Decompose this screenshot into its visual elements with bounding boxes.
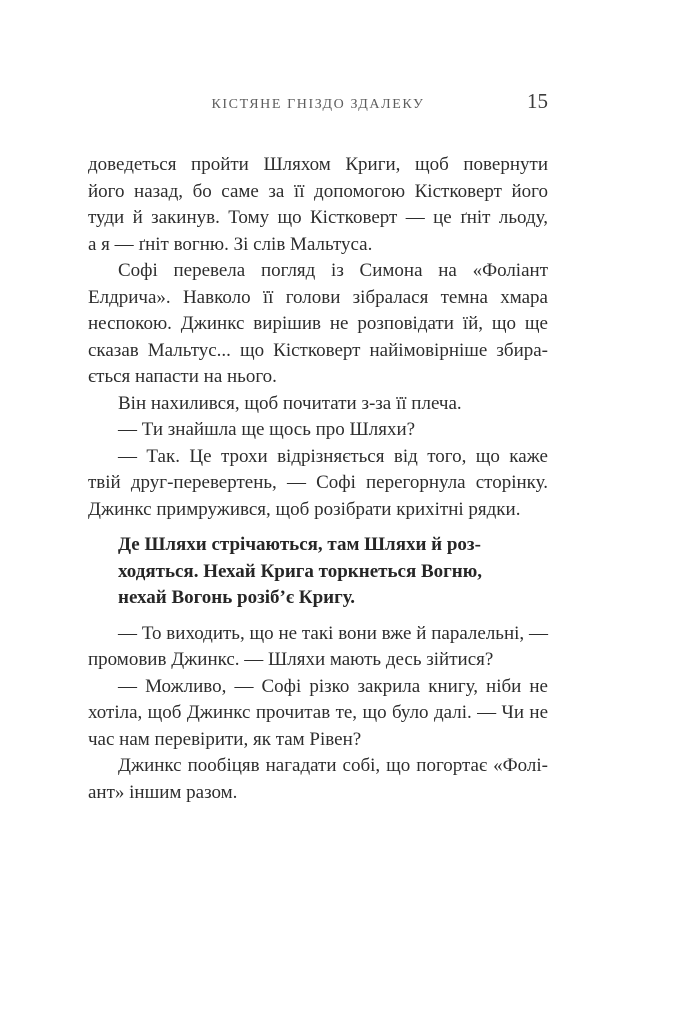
text-line: промовив Джинкс. — Шляхи мають десь зійтися? (88, 649, 494, 670)
paragraph (88, 753, 548, 806)
paragraph (88, 391, 548, 418)
text-line: Джинкс пообіцяв нагадати собі, що погортає «Фолі- (118, 755, 548, 776)
text-line: — Ти знайшла ще щось про Шляхи? (118, 419, 416, 440)
text-line: доведеться пройти Шляхом Криги, щоб повернути (88, 154, 548, 175)
body-text (88, 152, 548, 806)
running-header (88, 89, 548, 118)
text-line: ється напасти на нього. (88, 366, 277, 387)
text-line: ант» іншим разом. (88, 781, 238, 803)
quote-block (118, 532, 548, 612)
paragraph (88, 417, 548, 444)
quote-line: Де Шляхи стрічаються, там Шляхи й роз- (118, 534, 481, 555)
text-line: — Так. Це трохи відрізняється від того, що каже (118, 445, 548, 467)
page-number: 15 (527, 89, 548, 113)
text-line: а я — ґніт вогню. Зі слів Мальтуса. (88, 233, 373, 255)
text-line: Джинкс примружився, щоб розібрати крихітні рядки. (88, 498, 521, 520)
text-line: туди й закинув. Тому що Кістковерт — це ґніт льоду, (88, 207, 548, 228)
text-line: Софі перевела погляд із Симона на «Фоліант (118, 260, 548, 281)
text-line: його назад, бо саме за її допомогою Кістковерт його (88, 180, 548, 202)
chapter-title: КІСТЯНЕ ГНІЗДО ЗДАЛЕКУ (211, 97, 425, 112)
text-line: хотіла, щоб Джинкс прочитав те, що було далі. — Чи не (88, 702, 548, 723)
paragraph (88, 444, 548, 524)
text-line: сказав Мальтус... що Кістковерт найімовірніше збира- (88, 339, 548, 361)
quote-line: ходяться. Нехай Крига торкнеться Вогню, (118, 560, 482, 582)
text-line: час нам перевірити, як там Рівен? (88, 728, 362, 750)
text-line: твій друг-перевертень, — Софі перегорнула сторінку. (88, 472, 548, 493)
paragraph (88, 258, 548, 391)
text-line: неспокою. Джинкс вирішив не розповідати їй, що ще (88, 313, 548, 334)
paragraph (88, 152, 548, 258)
quote-line: нехай Вогонь розіб’є Кригу. (118, 587, 356, 608)
text-line: — То виходить, що не такі вони вже й паралельні, — (118, 622, 548, 644)
paragraph (88, 621, 548, 674)
text-line: — Можливо, — Софі різко закрила книгу, ніби не (118, 675, 548, 697)
paragraph (88, 674, 548, 754)
text-line: Він нахилився, щоб почитати з-за її плеча. (118, 392, 462, 414)
text-line: Елдрича». Навколо її голови зібралася темна хмара (88, 286, 548, 308)
